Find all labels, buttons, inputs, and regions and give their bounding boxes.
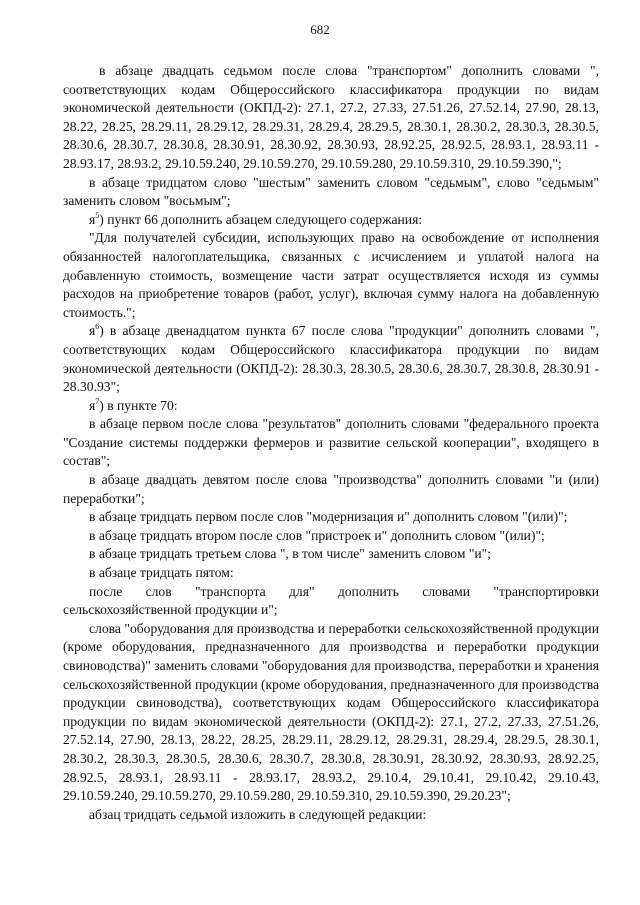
paragraph-1-text: в абзаце двадцать седьмом после слова "транспортом" дополнить словами ", соответствующих кодам Общероссийского классификатора продукции по видам экономической деятельности (ОКПД-2): 27.1, 27.2, 27.33, 27.51.26, 27.52.14, 27.90, 28.13, 28.22, 28.25, 28.29.11, 28.29.12, 28.29.31, 28.29.4, 28.29.5, 28.30.1, 28.30.2, 28.30.3, 28.30.5, 28.30.6, 28.30.7, 28.30.8, 28.30.91, 28.30.92, 28.30.93, 28.92.25, 28.92.5, 28.93.1, 28.93.11 - 28.93.17, 28.93.2, 29.10.59.240, 29.10.59.270, 29.10.59.280, 29.10.59.310, 29.10.59.390,"; [63,63,599,171]
paragraph-33-abzac-text: в абзаце тридцать третьем слова ", в том числе" заменить словом "и"; [89,546,491,562]
paragraph-transport [63,583,599,620]
subitem-ya6 [63,322,599,396]
subitem-ya6-superscript: 6 [95,322,100,332]
paragraph-35-abzac [63,564,599,583]
paragraph-equipment [63,620,599,806]
subitem-ya5-text: ) пункт 66 дополнить абзацем следующего содержания: [99,211,423,227]
paragraph-2 [63,174,599,211]
paragraph-35-abzac-text: в абзаце тридцать пятом: [89,565,234,581]
subitem-ya7-superscript: 7 [95,396,100,406]
paragraph-quote-subsidy [63,229,599,322]
paragraph-29-abzac-text: в абзаце двадцать девятом после слова "производства" дополнить словами "и (или) переработки"; [63,472,599,506]
subitem-ya7 [63,397,599,416]
subitem-ya5-superscript: 5 [95,210,100,220]
paragraph-first-abzac-text: в абзаце первом после слова "результатов" дополнить словами "федерального проекта "Создание системы поддержки фермеров и развитие сельской кооперации", входящего в состав"; [63,416,599,469]
subitem-ya6-letter: я [89,323,96,339]
paragraph-1 [63,62,599,174]
paragraph-quote-subsidy-text: "Для получателей субсидии, использующих право на освобождение от исполнения обязанностей налогоплательщика, связанных с исчислением и уплатой налога на добавленную стоимость, возмещение части затрат осуществляется исходя из суммы расходов на приобретение товаров (работ, услуг), включая сумму налога на добавленную стоимость."; [63,230,599,320]
paragraph-31-abzac [63,508,599,527]
paragraph-29-abzac [63,471,599,508]
paragraph-transport-text: после слов "транспорта для" дополнить словами "транспортировки сельскохозяйственной продукции и"; [63,583,599,618]
paragraph-37-abzac-text: абзац тридцать седьмой изложить в следующей редакции: [89,806,427,822]
paragraph-equipment-text: слова "оборудования для производства и переработки сельскохозяйственной продукции (кроме оборудования, предназначенного для производства и переработки продукции свиноводства)" заменить словами "оборудования для производства, переработки и хранения сельскохозяйственной продукции (кроме оборудования, предназначенного для производства продукции свиноводства), соответствующих кодам Общероссийского классификатора продукции по видам экономической деятельности (ОКПД-2): 27.1, 27.2, 27.33, 27.51.26, 27.52.14, 27.90, 28.13, 28.22, 28.25, 28.29.11, 28.29.12, 28.29.31, 28.29.4, 28.29.5, 28.30.1, 28.30.2, 28.30.3, 28.30.5, 28.30.6, 28.30.7, 28.30.8, 28.30.91, 28.30.92, 28.30.93, 28.92.25, 28.92.5, 28.93.1, 28.93.11 - 28.93.17, 28.93.2, 29.10.4, 29.10.41, 29.10.42, 29.10.43, 29.10.59.240, 29.10.59.270, 29.10.59.280, 29.10.59.310, 29.10.59.390, 29.20.23"; [63,620,599,804]
subitem-ya7-text: ) в пункте 70: [99,397,178,413]
paragraph-32-abzac [63,527,599,546]
subitem-ya7-letter: я [89,397,96,413]
subitem-ya6-text: ) в абзаце двенадцатом пункта 67 после слова "продукции" дополнить словами ", соответствующих кодам Общероссийского классификатора продукции по видам экономической деятельности (ОКПД-2): 28.30.3, 28.30.5, 28.30.6, 28.30.7, 28.30.8, 28.30.91 - 28.30.93"; [63,323,599,395]
paragraph-33-abzac [63,545,599,564]
document-body [63,62,599,824]
paragraph-2-text: в абзаце тридцатом слово "шестым" заменить словом "седьмым", слово "седьмым" заменить словом "восьмым"; [63,174,599,209]
subitem-ya5-letter: я [89,211,96,227]
paragraph-37-abzac [63,806,599,825]
subitem-ya5 [63,211,599,230]
paragraph-31-abzac-text: в абзаце тридцать первом после слов "модернизация и" дополнить словом "(или)"; [89,509,568,525]
paragraph-32-abzac-text: в абзаце тридцать втором после слов "пристроек и" дополнить словом "(или)"; [89,527,545,543]
page-number: 682 [310,22,330,37]
paragraph-first-abzac [63,415,599,471]
